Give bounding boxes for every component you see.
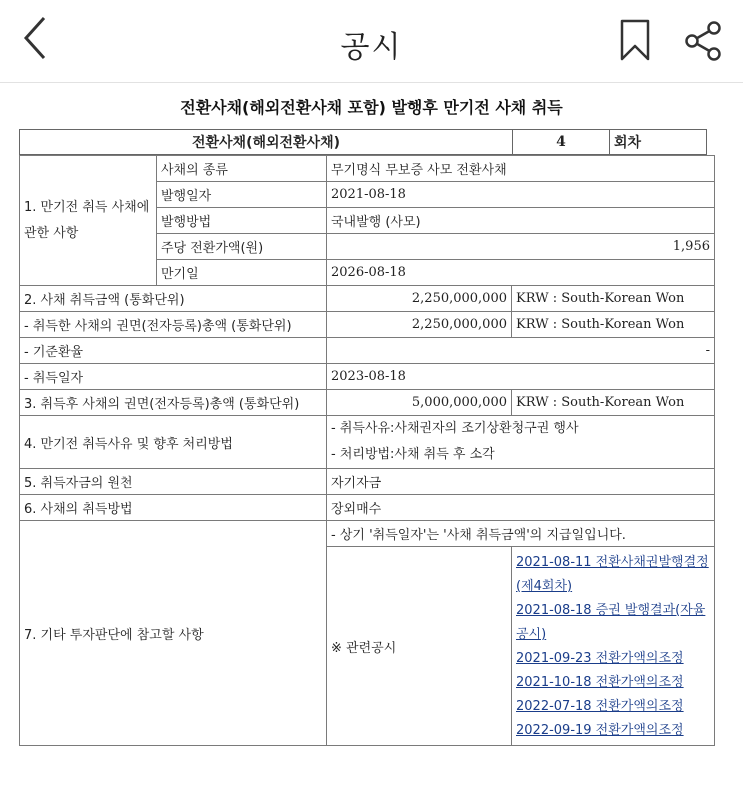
round-number: 4 [513, 130, 610, 155]
acquisition-date-value: 2023-08-18 [327, 364, 715, 390]
section7-label: 7. 기타 투자판단에 참고할 사항 [20, 521, 327, 746]
related-disclosure-link[interactable]: 2022-09-19 전환가액의조정 [516, 723, 684, 738]
field-label: 주당 전환가액(원) [157, 234, 327, 260]
field-value: 무기명식 무보증 사모 전환사채 [327, 156, 715, 182]
field-label: 사채의 종류 [157, 156, 327, 182]
face-value-amount: 2,250,000,000 [327, 312, 512, 338]
acquisition-amount: 2,250,000,000 [327, 286, 512, 312]
field-value: 2026-08-18 [327, 260, 715, 286]
disposal-method: - 처리방법:사채 취득 후 소각 [331, 447, 495, 462]
related-disclosure-link[interactable]: 2021-09-23 전환가액의조정 [516, 651, 684, 666]
round-unit: 회차 [610, 130, 707, 155]
section3-label: 3. 취득후 사채의 권면(전자등록)총액 (통화단위) [20, 390, 327, 416]
field-value: 1,956 [327, 234, 715, 260]
field-value: 2021-08-18 [327, 182, 715, 208]
top-bar [0, 0, 743, 83]
acquisition-date-label: - 취득일자 [20, 364, 327, 390]
post-face-amount: 5,000,000,000 [327, 390, 512, 416]
section2-label: 2. 사채 취득금액 (통화단위) [20, 286, 327, 312]
related-disclosure-link[interactable]: 2021-10-18 전환가액의조정 [516, 675, 684, 690]
exchange-rate-label: - 기준환율 [20, 338, 327, 364]
bookmark-icon [618, 18, 652, 62]
header-table [19, 129, 707, 155]
acquisition-reason: - 취득사유:사채권자의 조기상환청구권 행사 [331, 421, 579, 436]
related-disclosure-link[interactable]: 2022-07-18 전환가액의조정 [516, 699, 684, 714]
related-disclosure-link[interactable]: 2021-08-11 전환사채권발행결정(제4회차) [516, 555, 709, 594]
section4-value [327, 416, 715, 469]
face-value-currency: KRW : South-Korean Won [512, 312, 715, 338]
disclosure-document [0, 83, 743, 789]
section4-label: 4. 만기전 취득사유 및 향후 처리방법 [20, 416, 327, 469]
share-button[interactable] [682, 20, 724, 62]
section5-label: 5. 취득자금의 원천 [20, 469, 327, 495]
field-label: 만기일 [157, 260, 327, 286]
section6-value: 장외매수 [327, 495, 715, 521]
acquisition-currency: KRW : South-Korean Won [512, 286, 715, 312]
share-icon [682, 20, 724, 62]
related-disclosure-link[interactable]: 2021-08-18 증권 발행결과(자율공시) [516, 603, 706, 642]
document-title: 전환사채(해외전환사채 포함) 발행후 만기전 사채 취득 [180, 98, 563, 117]
field-label: 발행일자 [157, 182, 327, 208]
related-disclosures-label: ※ 관련공시 [327, 547, 512, 746]
related-disclosures-list [512, 547, 715, 746]
field-label: 발행방법 [157, 208, 327, 234]
section5-value: 자기자금 [327, 469, 715, 495]
post-face-currency: KRW : South-Korean Won [512, 390, 715, 416]
exchange-rate-value: - [327, 338, 715, 364]
bookmark-button[interactable] [618, 18, 652, 62]
section7-note: - 상기 '취득일자'는 '사채 취득금액'의 지급일입니다. [327, 521, 715, 547]
section6-label: 6. 사채의 취득방법 [20, 495, 327, 521]
field-value: 국내발행 (사모) [327, 208, 715, 234]
details-table [19, 155, 715, 746]
face-value-label: - 취득한 사채의 권면(전자등록)총액 (통화단위) [20, 312, 327, 338]
page-title: 공시 [340, 30, 403, 65]
section1-label: 1. 만기전 취득 사채에 관한 사항 [20, 156, 157, 286]
bond-type-header: 전환사채(해외전환사채) [20, 130, 513, 155]
